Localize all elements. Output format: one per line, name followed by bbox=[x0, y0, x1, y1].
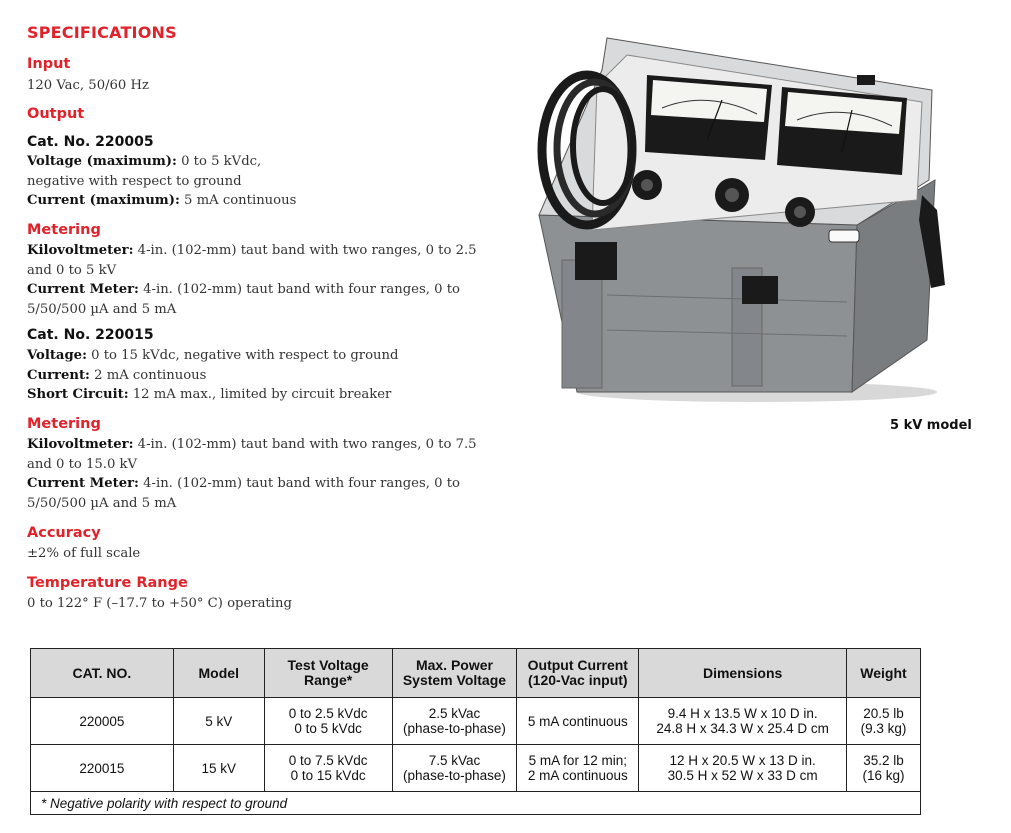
metering2-cm-text: 4-in. (102-mm) taut band with four ranges, 0 to bbox=[138, 476, 460, 491]
metering1-cm-text2: 5/50/500 µA and 5 mA bbox=[27, 301, 177, 317]
cell-test-voltage: 0 to 2.5 kVdc 0 to 5 kVdc bbox=[264, 698, 392, 745]
header-output-current: Output Current (120-Vac input) bbox=[517, 649, 639, 698]
cat2-heading: Cat. No. 220015 bbox=[27, 327, 154, 343]
temperature-heading: Temperature Range bbox=[27, 575, 188, 591]
cell-dimensions: 12 H x 20.5 W x 13 D in. 30.5 H x 52 W x 33 D cm bbox=[639, 745, 847, 792]
cell-test-voltage: 0 to 7.5 kVdc 0 to 15 kVdc bbox=[264, 745, 392, 792]
header-weight: Weight bbox=[847, 649, 921, 698]
table-row bbox=[31, 745, 921, 792]
cat2-voltage-text: 0 to 15 kVdc, negative with respect to ground bbox=[86, 348, 399, 363]
cell-max-power: 7.5 kVac (phase-to-phase) bbox=[392, 745, 517, 792]
metering2-cm-label: Current Meter: bbox=[27, 476, 139, 491]
page-title: SPECIFICATIONS bbox=[27, 23, 177, 42]
metering1-kv-text: 4-in. (102-mm) taut band with two ranges, 0 to 2.5 bbox=[133, 243, 477, 258]
cat1-heading: Cat. No. 220005 bbox=[27, 134, 154, 150]
product-photo bbox=[517, 30, 957, 405]
input-text: 120 Vac, 50/60 Hz bbox=[27, 78, 149, 93]
header-max-power: Max. Power System Voltage bbox=[392, 649, 517, 698]
cat2-specs bbox=[27, 346, 487, 405]
metering1-kv-label: Kilovoltmeter: bbox=[27, 243, 134, 258]
metering2-kv-text: 4-in. (102-mm) taut band with two ranges, 0 to 7.5 bbox=[133, 437, 477, 452]
cell-model: 15 kV bbox=[173, 745, 264, 792]
cat2-voltage-label: Voltage: bbox=[27, 348, 87, 363]
metering1-kv-text2: and 0 to 5 kV bbox=[27, 262, 117, 278]
cell-weight: 20.5 lb (9.3 kg) bbox=[847, 698, 921, 745]
cat2-current-text: 2 mA continuous bbox=[89, 367, 207, 383]
metering1-specs bbox=[27, 241, 487, 319]
cat2-short-text: 12 mA max., limited by circuit breaker bbox=[128, 387, 392, 402]
cat1-current-text: 5 mA continuous bbox=[179, 193, 297, 208]
photo-caption: 5 kV model bbox=[890, 418, 972, 433]
table-footnote: * Negative polarity with respect to ground bbox=[31, 792, 921, 815]
cell-output-current: 5 mA for 12 min; 2 mA continuous bbox=[517, 745, 639, 792]
cat1-current-label: Current (maximum): bbox=[27, 193, 180, 208]
cat1-voltage-text2: negative with respect to ground bbox=[27, 173, 242, 189]
cell-cat-no: 220005 bbox=[31, 698, 174, 745]
table-row bbox=[31, 698, 921, 745]
output-heading: Output bbox=[27, 106, 85, 122]
header-dimensions: Dimensions bbox=[639, 649, 847, 698]
header-cat-no: CAT. NO. bbox=[31, 649, 174, 698]
table-header-row bbox=[31, 649, 921, 698]
metering1-heading: Metering bbox=[27, 222, 101, 238]
accuracy-heading: Accuracy bbox=[27, 525, 101, 541]
cat1-voltage-text: 0 to 5 kVdc, bbox=[176, 154, 262, 169]
cat2-current-label: Current: bbox=[27, 367, 90, 383]
metering2-heading: Metering bbox=[27, 416, 101, 432]
metering2-cm-text2: 5/50/500 µA and 5 mA bbox=[27, 495, 177, 511]
input-heading: Input bbox=[27, 56, 71, 72]
temperature-text: 0 to 122° F (–17.7 to +50° C) operating bbox=[27, 596, 292, 611]
cell-dimensions: 9.4 H x 13.5 W x 10 D in. 24.8 H x 34.3 W x 25.4 D cm bbox=[639, 698, 847, 745]
spec-table bbox=[30, 648, 921, 815]
header-model: Model bbox=[173, 649, 264, 698]
metering2-specs bbox=[27, 435, 487, 513]
metering2-kv-label: Kilovoltmeter: bbox=[27, 437, 134, 452]
cell-max-power: 2.5 kVac (phase-to-phase) bbox=[392, 698, 517, 745]
cat1-specs bbox=[27, 152, 467, 211]
metering2-kv-text2: and 0 to 15.0 kV bbox=[27, 456, 138, 472]
header-test-voltage: Test Voltage Range* bbox=[264, 649, 392, 698]
cell-model: 5 kV bbox=[173, 698, 264, 745]
cell-output-current: 5 mA continuous bbox=[517, 698, 639, 745]
metering1-cm-text: 4-in. (102-mm) taut band with four ranges, 0 to bbox=[138, 282, 460, 297]
cat1-voltage-label: Voltage (maximum): bbox=[27, 154, 177, 169]
cell-cat-no: 220015 bbox=[31, 745, 174, 792]
metering1-cm-label: Current Meter: bbox=[27, 282, 139, 297]
accuracy-text: ±2% of full scale bbox=[27, 546, 141, 561]
cat2-short-label: Short Circuit: bbox=[27, 387, 129, 402]
cell-weight: 35.2 lb (16 kg) bbox=[847, 745, 921, 792]
